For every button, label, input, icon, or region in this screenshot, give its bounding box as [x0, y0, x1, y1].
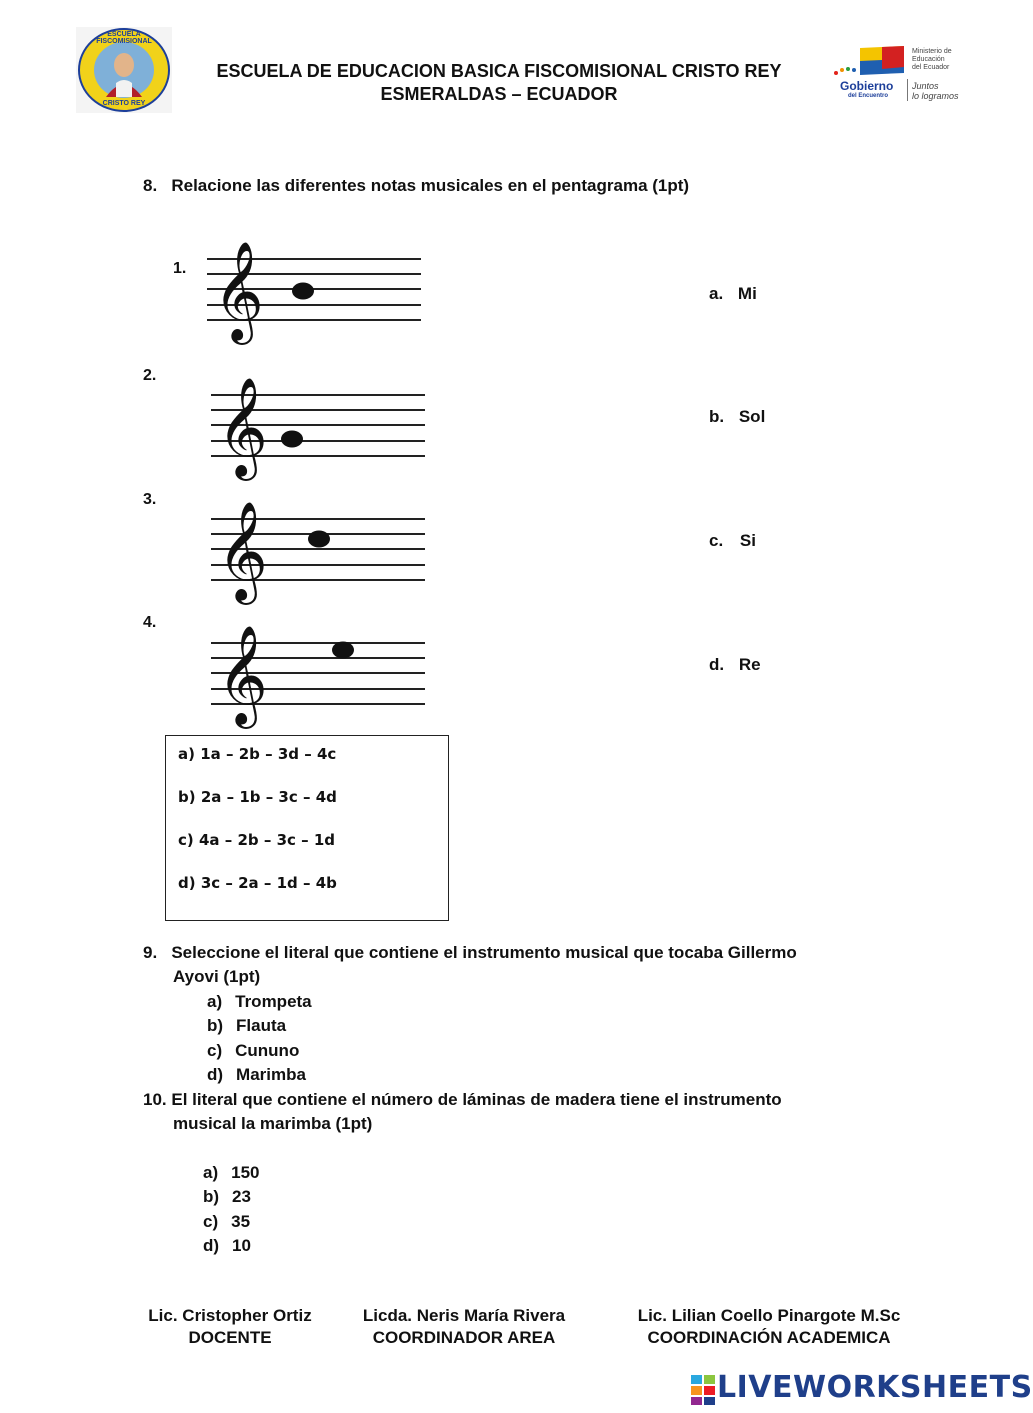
music-staff-1 [205, 236, 425, 341]
note-head [308, 531, 330, 548]
choice-b[interactable]: b) 2a – 1b – 3c – 4d [178, 788, 337, 806]
q10-option-c[interactable]: c) 35 [203, 1212, 251, 1231]
music-staff-3 [209, 496, 429, 601]
ministry-line3: del Ecuador [912, 64, 950, 71]
treble-clef-icon: 𝄞 [217, 501, 268, 601]
liveworksheets-icon [691, 1375, 717, 1405]
question-10-title: 10. El literal que contiene el número de láminas de madera tiene el instrumento [143, 1090, 782, 1109]
q9-option-d[interactable]: d) Marimba [207, 1065, 306, 1084]
music-staff-4 [209, 620, 429, 725]
question-9-title-cont: Ayovi (1pt) [173, 967, 261, 986]
answer-text: Si [739, 531, 756, 550]
signature-coordinacion-academica [614, 1306, 924, 1348]
choice-d[interactable]: d) 3c – 2a – 1d – 4b [178, 874, 337, 892]
answer-text: Re [738, 655, 761, 674]
q10-option-a[interactable]: a) 150 [203, 1163, 260, 1182]
q9-option-c[interactable]: c) Cununo [207, 1041, 300, 1060]
answer-c [709, 531, 756, 551]
gov-logo-line1: Gobierno [840, 79, 894, 93]
treble-clef-icon: 𝄞 [213, 241, 264, 341]
question-9-title: 9. Seleccione el literal que contiene el instrumento musical que tocaba Gillermo [143, 943, 797, 962]
choice-a[interactable]: a) 1a – 2b – 3d – 4c [178, 745, 337, 763]
q10-option-b[interactable]: b) 23 [203, 1187, 251, 1206]
answer-text: Mi [737, 284, 757, 303]
signature-name: Lic. Cristopher Ortiz [148, 1306, 312, 1325]
answer-letter: b. [709, 407, 725, 426]
q9-option-b[interactable]: b) Flauta [207, 1016, 287, 1035]
answer-a [709, 284, 757, 304]
answer-d [709, 655, 761, 675]
liveworksheets-logo [691, 1370, 1033, 1406]
government-logo [826, 43, 976, 105]
note-head [281, 431, 303, 448]
signature-role: COORDINACIÓN ACADEMICA [647, 1328, 891, 1347]
signature-role: DOCENTE [188, 1328, 272, 1347]
slogan-line2: lo logramos [912, 91, 959, 101]
school-name: ESCUELA DE EDUCACION BASICA FISCOMISIONAL CRISTO REY [216, 61, 782, 81]
signature-role: COORDINADOR AREA [372, 1328, 556, 1347]
choices-box [165, 735, 449, 921]
gov-logo-line2: del Encuentro [848, 93, 889, 99]
q9-option-a[interactable]: a) Trompeta [207, 992, 312, 1011]
staff-label-1: 1. [173, 260, 187, 277]
signature-name: Lic. Lilian Coello Pinargote M.Sc [637, 1306, 901, 1325]
liveworksheets-text: LIVEWORKSHEETS [717, 1370, 1033, 1405]
note-head [332, 642, 354, 659]
ministry-line1: Ministerio de [912, 48, 952, 55]
answer-letter: a. [709, 284, 724, 303]
treble-clef-icon: 𝄞 [217, 377, 268, 477]
question-8-title: 8. Relacione las diferentes notas musicales en el pentagrama (1pt) [143, 176, 690, 195]
slogan-line1: Juntos [912, 81, 939, 91]
school-location: ESMERALDAS – ECUADOR [380, 84, 618, 104]
signature-name: Licda. Neris María Rivera [362, 1306, 566, 1325]
answer-letter: d. [709, 655, 725, 674]
school-logo-text-bottom: CRISTO REY [102, 100, 146, 107]
school-logo-text-top: ESCUELA FISCOMISIONAL [96, 31, 152, 45]
answer-text: Sol [738, 407, 766, 426]
note-head [292, 283, 314, 300]
answer-b [709, 407, 765, 427]
answer-letter: c. [709, 531, 724, 550]
treble-clef-icon: 𝄞 [217, 625, 268, 725]
staff-label-4: 4. [143, 614, 157, 631]
signature-docente [130, 1306, 330, 1348]
signature-coordinador-area [344, 1306, 584, 1348]
ministry-line2: Educación [912, 56, 945, 63]
staff-label-2: 2. [143, 367, 157, 384]
q10-option-d[interactable]: d) 10 [203, 1236, 251, 1255]
choice-c[interactable]: c) 4a – 2b – 3c – 1d [178, 831, 336, 849]
staff-label-3: 3. [143, 491, 157, 508]
question-10-title-cont: musical la marimba (1pt) [173, 1114, 373, 1133]
music-staff-2 [209, 372, 429, 477]
